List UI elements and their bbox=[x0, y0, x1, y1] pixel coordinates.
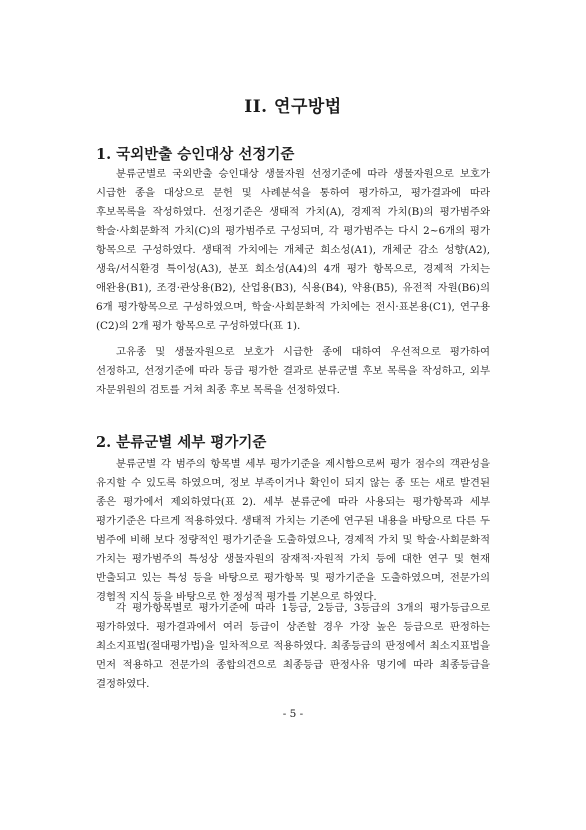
section-heading-2: 2. 분류군별 세부 평가기준 bbox=[96, 434, 267, 451]
page-number: - 5 - bbox=[282, 708, 304, 720]
paragraph: 각 평가항목별로 평가기준에 따라 1등급, 2등급, 3등급의 3개의 평가등급으로 평가하였다. 평가결과에서 여러 등급이 상존할 경우 가장 높은 등급으로 판정하는 최소지표법(절대평가법)을 일차적으로 적용하였다. 최종등급의 판정에서 최소지표법을 먼저 적용하고 전문가의 종합의견으로 최종등급 판정사유 명기에 따라 최종등급을 결정하였다. bbox=[96, 602, 490, 690]
paragraph: 분류군별로 국외반출 승인대상 생물자원 선정기준에 따라 생물자원으로 보호가 시급한 종을 대상으로 문헌 및 사례분석을 통하여 평가하고, 평가결과에 따라 후보목록을 작성하였다. 선정기준은 생태적 가치(A), 경제적 가치(B)의 평가범주와 학술·사회문화적 가치(C)의 평가범주로 구성되며, 각 평가범주는 다시 2~6개의 평가 항목으로 구성하였다. 생태적 가치에는 개체군 희소성(A1), 개체군 감소 성향(A2), 생육/서식환경 특이성(A3), 분포 희소성(A4)의 4개 평가 항목으로, 경제적 가치는 애완용(B1), 조경·관상용(B2), 산업용(B3), 식용(B4), 약용(B5), 유전적 자원(B6)의 6개 평가항목으로 구성하였으며, 학술·사회문화적 가치에는 전시·표본용(C1), 연구용(C2)의 2개 평가 항목으로 구성하였다(표 1). bbox=[96, 168, 490, 332]
section-heading-1: 1. 국외반출 승인대상 선정기준 bbox=[96, 146, 295, 163]
paragraph: 고유종 및 생물자원으로 보호가 시급한 종에 대하여 우선적으로 평가하여 선정하고, 선정기준에 따라 등급 평가한 결과로 분류군별 후보 목록을 작성하고, 외부 자문위원의 검토를 거쳐 최종 후보 목록을 선정하였다. bbox=[96, 346, 490, 396]
chapter-title: II. 연구방법 bbox=[244, 97, 342, 117]
paragraph: 분류군별 각 범주의 항목별 세부 평가기준을 제시함으로써 평가 점수의 객관성을 유지할 수 있도록 하였으며, 정보 부족이거나 확인이 되지 않는 종 또는 새로 발견된 종은 평가에서 제외하였다(표 2). 세부 분류군에 따라 사용되는 평가항목과 세부 평가기준은 다르게 적용하였다. 생태적 가치는 기존에 연구된 내용을 바탕으로 다른 두 범주에 비해 보다 정량적인 평가기준을 도출하였으나, 경제적 가치 및 학술·사회문화적 가치는 평가범주의 특성상 생물자원의 잠재적·자원적 가치 등에 대한 연구 및 현재 반출되고 있는 특성 등을 바탕으로 평가항목 및 평가기준을 도출하였으며, 전문가의 경험적 지식 등을 바탕으로 한 정성적 평가를 기본으로 하였다. bbox=[96, 458, 490, 603]
